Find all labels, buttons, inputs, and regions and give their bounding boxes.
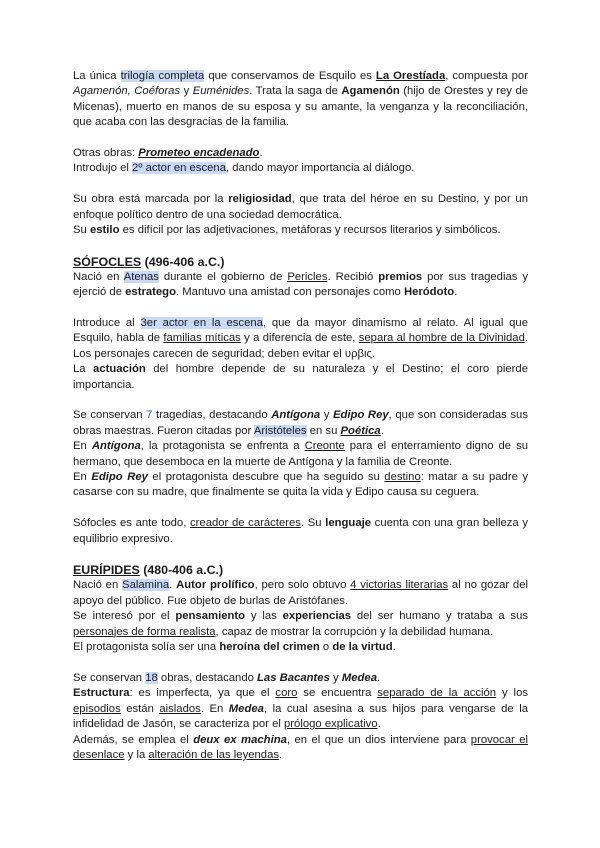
heading-dates: (480-406 a.C.): [139, 563, 224, 578]
text: Otras obras:: [73, 147, 139, 160]
text: Nació en: [73, 579, 123, 592]
highlight-eighteen: 18: [145, 671, 158, 684]
paragraph-protagonista: [73, 640, 528, 655]
underlined-text: aislados: [159, 702, 201, 715]
keyword: premios: [378, 270, 423, 283]
work-title: Medea: [341, 671, 377, 684]
text: . Los personajes carecen de seguridad; deben evitar el υρβις.: [73, 332, 528, 360]
name-creonte: Creonte: [304, 440, 345, 453]
text: Además, se emplea el: [73, 733, 194, 746]
keyword: experiencias: [282, 610, 352, 623]
keyword: lenguaje: [325, 517, 372, 530]
underlined-text: familias míticas: [163, 332, 241, 345]
text: y a diferencia de este,: [240, 332, 359, 345]
paragraph-estilo: [73, 223, 528, 238]
text: .: [279, 748, 283, 761]
text: : es imperfecta, ya que el: [129, 687, 276, 700]
highlight-salamina: Salamina: [122, 579, 170, 592]
heading-name: SÓFOCLES: [73, 254, 142, 269]
work-title: Antígona: [91, 440, 141, 453]
heading-euripides: [73, 562, 528, 578]
text: .: [380, 424, 384, 437]
text: , compuesta por: [445, 70, 528, 82]
text: .: [454, 286, 458, 299]
paragraph-caracteres: [73, 516, 528, 547]
paragraph-religiosidad: [73, 192, 528, 223]
paragraph-otras-obras: [73, 146, 528, 161]
text: .: [392, 641, 396, 654]
underlined-text: episodios: [73, 702, 121, 715]
paragraph-pensamiento: [73, 609, 528, 640]
text: cuenta con una gran belleza y equilibrio expresivo.: [73, 517, 529, 545]
text: el protagonista descubre que ha seguido su: [147, 471, 385, 484]
work-title: Antígona: [271, 409, 321, 422]
text: por sus tragedias y ejerció de: [73, 270, 529, 299]
keyword: estilo: [89, 224, 120, 237]
heading-dates: (496-406 a.C.): [141, 254, 225, 269]
underlined-text: creador de carácteres: [190, 517, 301, 530]
paragraph-deux-ex-machina: [73, 733, 528, 764]
text: y los: [496, 687, 528, 700]
text: Sófocles es ante todo,: [73, 517, 190, 530]
text: y las: [245, 610, 283, 623]
underlined-text: 4 victorias literarias: [350, 579, 449, 592]
keyword: pensamiento: [175, 610, 246, 623]
text: En: [73, 471, 92, 484]
title-orestiada: La Orestíada: [375, 70, 446, 82]
text: Introduce al: [73, 317, 141, 330]
paragraph-tercer-actor: [73, 316, 528, 362]
text: El protagonista solía ser una: [73, 641, 220, 654]
text: Se interesó por el: [73, 610, 176, 623]
keyword: Heródoto: [403, 286, 455, 299]
work-title: Euménides: [192, 85, 250, 98]
keyword: Autor prolífico: [176, 579, 255, 592]
name-agamenon: Agamenón: [341, 85, 400, 98]
text: se encuentra: [297, 687, 378, 700]
highlight-trilogia: trilogía completa: [120, 70, 205, 82]
text: que conservamos de Esquilo es: [204, 70, 376, 82]
text: , que son consideradas sus obras maestras. Fueron citadas por: [73, 409, 528, 437]
text: es difícil por las adjetivaciones, metáforas y recursos literarios y simbólicos.: [119, 224, 501, 237]
text: para el enterramiento digno de su hermano, que desemboca en la muerte de Antígona y la familia de Creonte.: [73, 440, 529, 468]
work-title-poetica: Poética: [340, 424, 381, 437]
paragraph-obras: [73, 671, 528, 686]
text: al no gozar del apoyo del público. Fue objeto de burlas de Aristófanes.: [73, 579, 529, 607]
underlined-text: destino: [384, 471, 421, 484]
text: La: [73, 363, 94, 376]
text: durante el gobierno de: [158, 270, 288, 283]
text: La única: [73, 70, 121, 82]
text: En: [73, 440, 92, 453]
paragraph-tragedias: [73, 408, 528, 439]
text: .: [377, 718, 381, 731]
highlight-actor: 2º actor en escena: [132, 162, 226, 175]
underlined-text: prólogo explicativo: [284, 718, 378, 731]
text: del hombre depende de su naturaleza y el Destino; el coro pierde importancia.: [73, 363, 528, 391]
text: .: [259, 147, 263, 160]
text: : matar a su padre y casarse con su madre, que finalmente se quita la vida y Edipo causa su ceguera.: [73, 471, 528, 499]
text: , que da mayor dinamismo al relato. Al igual que Esquilo, habla de: [73, 317, 528, 345]
keyword: religiosidad: [228, 193, 292, 206]
text: y: [320, 409, 333, 422]
text: .: [376, 671, 381, 684]
work-title: Edipo Rey: [332, 409, 389, 422]
text: , pero solo obtuvo: [254, 579, 351, 592]
text: . Su: [300, 517, 326, 530]
name-pericles: Pericles: [287, 270, 328, 283]
paragraph-actuacion: [73, 362, 528, 393]
highlight-aristoteles: Aristóteles: [253, 424, 307, 437]
text: , dando mayor importancia al diálogo.: [225, 162, 415, 175]
work-title: Agamenón, Coéforas: [73, 85, 181, 98]
underlined-text: provocar el desenlace: [73, 733, 529, 761]
underlined-text: alteración de las leyendas: [148, 748, 280, 761]
heading-name: EURÍPIDES: [73, 563, 140, 578]
work-title: Las Bacantes: [257, 671, 330, 684]
text: , en el que un dios interviene para: [286, 733, 471, 746]
keyword: estratego: [125, 286, 176, 299]
keyword: deux ex machina: [193, 733, 287, 746]
text: . Trata la saga de: [249, 85, 342, 98]
keyword: de la virtud: [332, 641, 393, 654]
text: Su obra está marcada por la: [73, 193, 229, 206]
highlight-tercer-actor: 3er actor en la escena: [140, 317, 263, 330]
underlined-text: separado de la acción: [377, 687, 497, 700]
text: obras, destacando: [157, 671, 258, 684]
text: . Recibió: [327, 270, 379, 283]
underlined-text: personajes de forma realista: [73, 625, 216, 638]
text: . En: [200, 702, 229, 715]
paragraph-edipo: [73, 470, 528, 501]
paragraph-nacio-atenas: [73, 270, 528, 301]
keyword: heroína del crimen: [219, 641, 320, 654]
paragraph-orestiada: [73, 69, 528, 131]
number-seven: 7: [146, 409, 153, 422]
text: , la protagonista se enfrenta a: [140, 440, 305, 453]
keyword: Estructura: [73, 687, 130, 700]
text: y: [180, 85, 193, 98]
text: del ser humano y trataba a sus: [351, 610, 529, 623]
text: (hijo de Orestes y rey de Micenas), muerto en manos de su esposa y su amante, la venganza y la reconciliación, que acaba con las desgracias de la familia.: [73, 85, 529, 129]
work-title: Medea: [228, 702, 264, 715]
work-title-prometeo: Prometeo encadenado: [138, 147, 260, 160]
work-title: Edipo Rey: [91, 471, 148, 484]
keyword: actuación: [93, 363, 146, 376]
text: Introdujo el: [73, 162, 133, 175]
text: , capaz de mostrar la corrupción y la debilidad humana.: [215, 625, 494, 638]
text: Se conservan: [73, 671, 146, 684]
text: en su: [306, 424, 341, 437]
paragraph-estructura: [73, 686, 528, 732]
heading-sofocles: [73, 254, 528, 270]
text: y la: [124, 748, 149, 761]
text: o: [319, 641, 333, 654]
text: están: [120, 702, 160, 715]
text: y: [329, 671, 342, 684]
text: , la cual asesina a sus hijos para vengarse de la infidelidad de Jasón, se caracteriza por el: [73, 702, 528, 731]
text: Se conservan: [73, 409, 147, 422]
text: , que trata del héroe en su Destino, y por un enfoque político dentro de una sociedad democrática.: [73, 193, 529, 221]
paragraph-nacio-salamina: [73, 578, 528, 609]
underlined-text: separa al hombre de la Divinidad: [358, 332, 525, 345]
text: . Mantuvo una amistad con personajes como: [175, 286, 404, 299]
underlined-text: coro: [275, 687, 298, 700]
highlight-atenas: Atenas: [123, 270, 159, 283]
text: Nació en: [73, 270, 124, 283]
paragraph-introdujo: [73, 161, 528, 176]
text: Su: [73, 224, 90, 237]
text: .: [169, 579, 177, 592]
paragraph-antigona: [73, 439, 528, 470]
text: tragedias, destacando: [152, 409, 272, 422]
